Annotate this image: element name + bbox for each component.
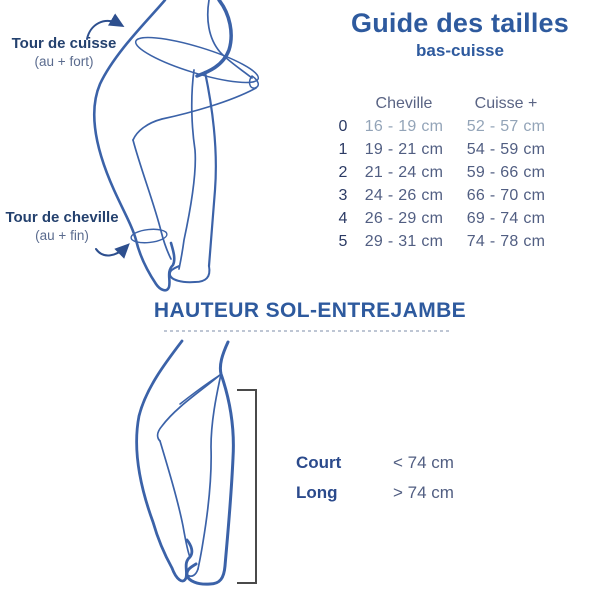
page-title: Guide des tailles <box>351 8 569 38</box>
cheville-cell: 16 - 19 cm <box>364 117 444 135</box>
ankle-arrow-icon <box>96 246 127 255</box>
cuisse-cell: 52 - 57 cm <box>466 117 546 135</box>
size-table <box>330 92 560 253</box>
cheville-cell: 26 - 29 cm <box>364 209 444 227</box>
ankle-measure-subtitle: (au + fin) <box>35 228 89 243</box>
column-header-cuisse: Cuisse + <box>474 94 538 112</box>
fit-option-court-value: < 74 cm <box>393 453 454 472</box>
cuisse-cell: 66 - 70 cm <box>466 186 546 204</box>
cuisse-cell: 69 - 74 cm <box>466 209 546 227</box>
fit-option-court-label: Court <box>296 453 342 472</box>
fit-option-long-value: > 74 cm <box>393 483 454 502</box>
cheville-cell: 21 - 24 cm <box>364 163 444 181</box>
cuisse-cell: 54 - 59 cm <box>466 140 546 158</box>
cuisse-cell: 74 - 78 cm <box>466 232 546 250</box>
cheville-cell: 24 - 26 cm <box>364 186 444 204</box>
height-section-heading: HAUTEUR SOL-ENTREJAMBE <box>153 299 467 322</box>
size-cell: 2 <box>338 163 348 181</box>
ankle-measure-title: Tour de cheville <box>5 209 119 226</box>
cuisse-cell: 59 - 66 cm <box>466 163 546 181</box>
cheville-cell: 29 - 31 cm <box>364 232 444 250</box>
measure-bracket <box>237 390 256 583</box>
column-header-cheville: Cheville <box>375 94 433 112</box>
size-cell: 0 <box>338 117 348 135</box>
size-cell: 1 <box>338 140 348 158</box>
fit-option-long-label: Long <box>296 483 338 502</box>
thigh-measure-subtitle: (au + fort) <box>34 54 94 69</box>
ankle-measure-label <box>3 209 121 243</box>
size-cell: 4 <box>338 209 348 227</box>
size-cell: 3 <box>338 186 348 204</box>
size-cell: 5 <box>338 232 348 250</box>
height-measure-figure <box>137 341 234 584</box>
thigh-measure-label <box>8 35 120 69</box>
cheville-cell: 19 - 21 cm <box>364 140 444 158</box>
thigh-circumference-ellipse <box>132 29 262 91</box>
thigh-measure-title: Tour de cuisse <box>11 35 117 52</box>
page-subtitle: bas-cuisse <box>416 41 504 60</box>
